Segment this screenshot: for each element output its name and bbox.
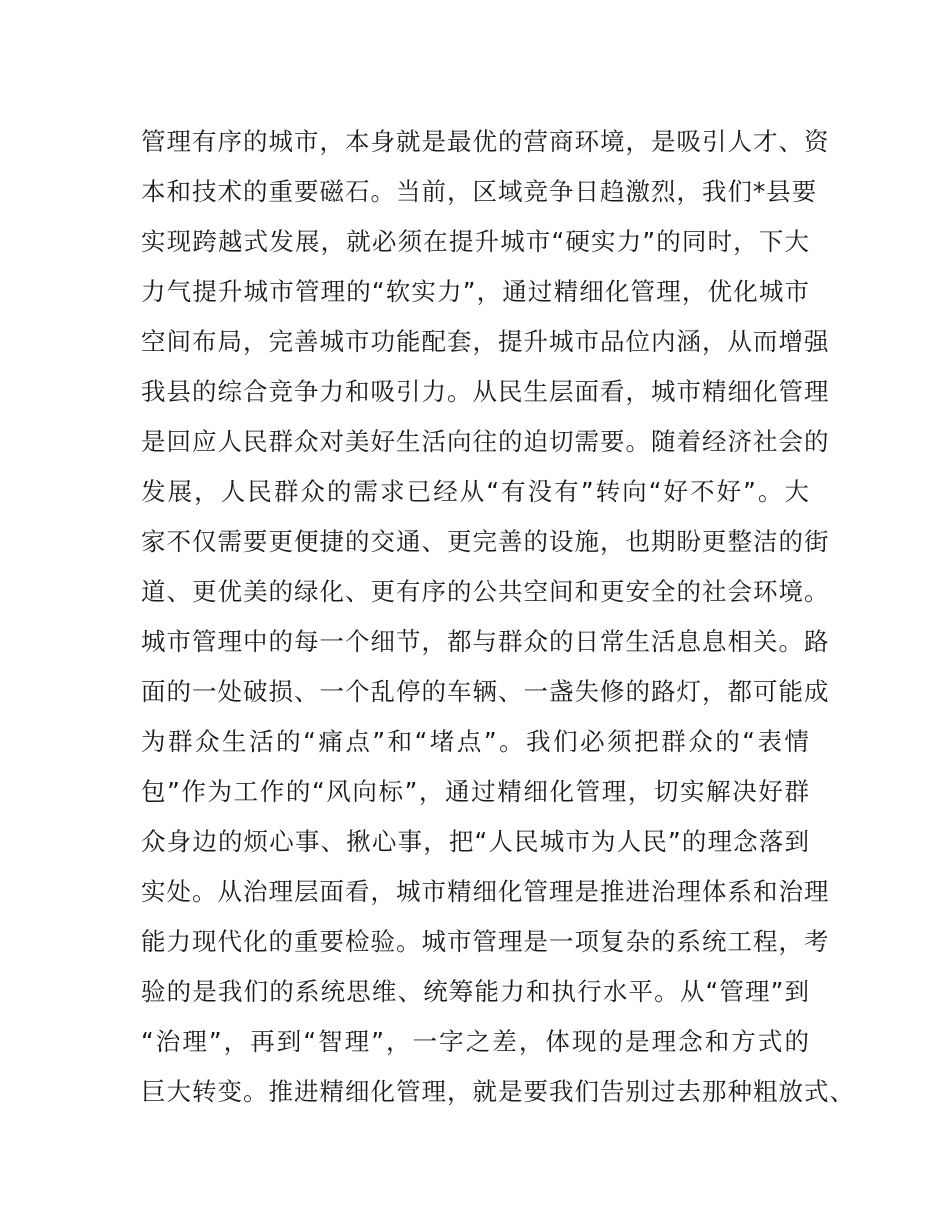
text-line: 为群众生活的“痛点”和“堵点”。我们必须把群众的“表情 <box>141 727 810 756</box>
text-line: 城市管理中的每一个细节，都与群众的日常生活息息相关。路 <box>141 627 830 656</box>
text-line: 空间布局，完善城市功能配套，提升城市品位内涵，从而增强 <box>141 327 830 356</box>
text-line: 能力现代化的重要检验。城市管理是一项复杂的系统工程，考 <box>141 927 830 956</box>
text-line: 实处。从治理层面看，城市精细化管理是推进治理体系和治理 <box>141 877 830 906</box>
text-line: 力气提升城市管理的“软实力”，通过精细化管理，优化城市 <box>141 277 810 306</box>
text-line: 我县的综合竞争力和吸引力。从民生层面看，城市精细化管理 <box>141 377 830 406</box>
text-line: 是回应人民群众对美好生活向往的迫切需要。随着经济社会的 <box>141 427 830 456</box>
text-line: 验的是我们的系统思维、统筹能力和执行水平。从“管理”到 <box>141 977 810 1006</box>
text-line: 实现跨越式发展，就必须在提升城市“硬实力”的同时，下大 <box>141 227 810 256</box>
text-line: 本和技术的重要磁石。当前，区域竞争日趋激烈，我们*县要 <box>141 177 818 206</box>
text-line: “治理”，再到“智理”，一字之差，体现的是理念和方式的 <box>141 1027 810 1056</box>
text-line: 面的一处破损、一个乱停的车辆、一盏失修的路灯，都可能成 <box>141 677 830 706</box>
text-line: 道、更优美的绿化、更有序的公共空间和更安全的社会环境。 <box>141 577 830 606</box>
text-line: 管理有序的城市，本身就是最优的营商环境，是吸引人才、资 <box>141 127 830 156</box>
text-line: 包”作为工作的“风向标”，通过精细化管理，切实解决好群 <box>141 777 810 806</box>
text-line: 巨大转变。推进精细化管理，就是要我们告别过去那种粗放式、 <box>141 1077 855 1106</box>
text-line: 众身边的烦心事、揪心事，把“人民城市为人民”的理念落到 <box>141 827 810 856</box>
body-paragraph <box>141 124 855 1124</box>
text-line: 发展，人民群众的需求已经从“有没有”转向“好不好”。大 <box>141 477 810 506</box>
text-line: 家不仅需要更便捷的交通、更完善的设施，也期盼更整洁的街 <box>141 527 830 556</box>
